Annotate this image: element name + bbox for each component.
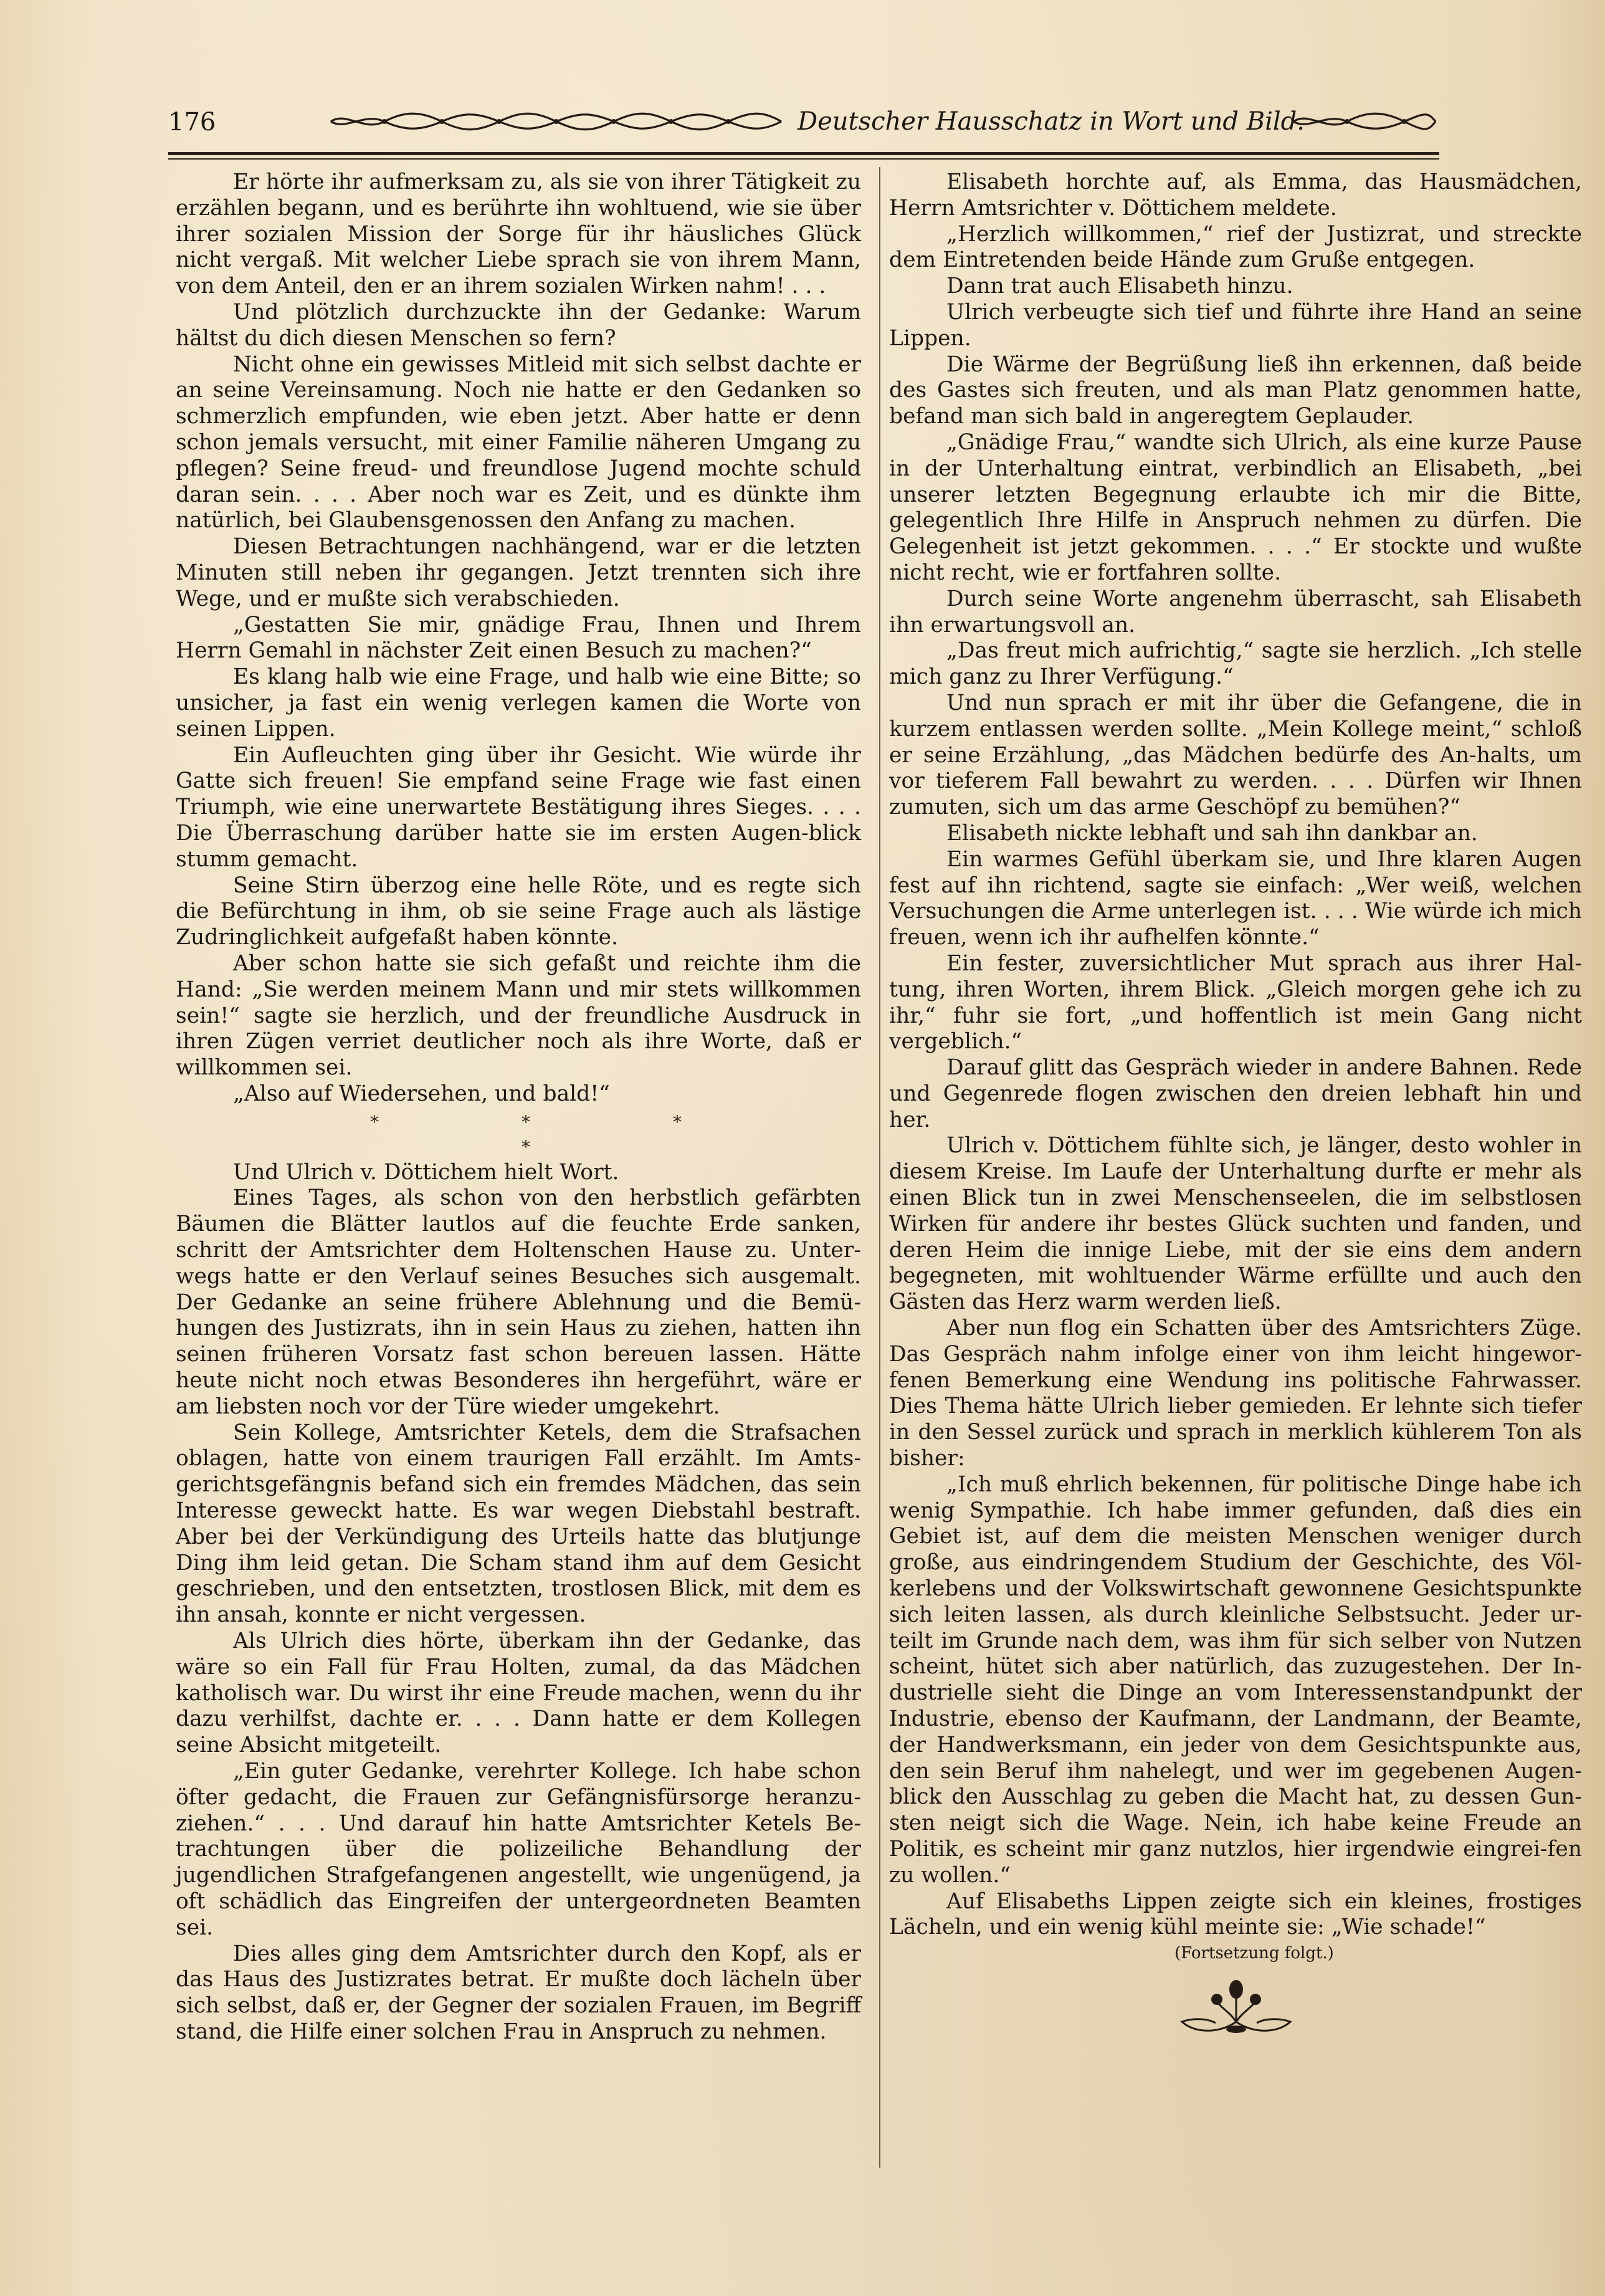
scrollwork-ornament-right [1290, 112, 1439, 131]
page-header [168, 100, 1439, 143]
paragraph: Elisabeth horchte auf, als Emma, das Hausmädchen, Herrn Amtsrichter v. Döttichem meldete. [889, 170, 1582, 221]
paragraph: „Ich muß ehrlich bekennen, für politische Dinge habe ich wenig Sympathie. Ich habe immer gefunden, daß dies ein Gebiet ist, auf dem die meisten Menschen weniger durch große, aus eindringendem Studium der Geschichte, des Völ-kerlebens und der Volkswirtschaft gewonnene Gesichtspunkte sich leiten lassen, als durch kleinliche Selbstsucht. Jeder ur-teilt im Grunde nach dem, was ihm für sich selber von Nutzen scheint, hütet sich aber natürlich, das zuzugestehen. Der In-dustrielle sieht die Dinge an vom Interessenstandpunkt der Industrie, ebenso der Kaufmann, der Landmann, der Beamte, der Handwerksmann, ein jeder von dem Gesichtspunkte aus, den sein Beruf ihm nahelegt, und wer im gegebenen Augen-blick den Ausschlag zu geben die Macht hat, zu dessen Gun-sten neigt sich die Wage. Nein, ich habe keine Freude an Politik, es scheint mir ganz nutzlos, hier irgendwie eingrei-fen zu wollen.“ [889, 1471, 1582, 1888]
paragraph: Und nun sprach er mit ihr über die Gefangene, die in kurzem entlassen werden sollte. „Mein Kollege meint,“ schloß er seine Erzählung, „das Mädchen bedürfe des An-halts, um vor tieferem Fall bewahrt zu werden. . . . Dürfen wir Ihnen zumuten, sich um das arme Geschöpf zu bemühen?“ [889, 690, 1582, 820]
paragraph: Diesen Betrachtungen nachhängend, war er die letzten Minuten still neben ihr gegangen. Jetzt trennten sich ihre Wege, und er mußte sich verabschieden. [176, 534, 861, 611]
running-title: Deutscher Hausschatz in Wort und Bild. [798, 107, 1305, 136]
paragraph: Sein Kollege, Amtsrichter Ketels, dem die Strafsachen oblagen, hatte von einem traurigen Fall erzählt. Im Amts-gerichtsgefängnis befand sich ein fremdes Mädchen, das sein Interesse geweckt hatte. Es war wegen Diebstahl bestraft. Aber bei der Verkündigung des Urteils hatte das blutjunge Ding ihm leid getan. Die Scham stand ihm auf dem Gesicht geschrieben, und den entsetzten, trostlosen Blick, mit dem es ihn ansah, konnte er nicht vergessen. [176, 1420, 861, 1628]
right-column [889, 170, 1582, 2046]
section-break-star: * [370, 1111, 379, 1132]
paragraph: Er hörte ihr aufmerksam zu, als sie von ihrer Tätigkeit zu erzählen begann, und es berührte ihn wohltuend, wie sie über ihrer sozialen Mission der Sorge für ihr häusliches Glück nicht vergaß. Mit welcher Liebe sprach sie von ihrem Mann, von dem Anteil, den er an ihrem sozialen Wirken nahm! . . . [176, 170, 861, 299]
continuation-note: (Fortsetzung folgt.) [1174, 1944, 1334, 1963]
paragraph: Durch seine Worte angenehm überrascht, sah Elisabeth ihn erwartungsvoll an. [889, 586, 1582, 638]
paragraph: „Gestatten Sie mir, gnädige Frau, Ihnen und Ihrem Herrn Gemahl in nächster Zeit einen Besuch zu machen?“ [176, 612, 861, 664]
paragraph: „Das freut mich aufrichtig,“ sagte sie herzlich. „Ich stelle mich ganz zu Ihrer Verfügung.“ [889, 638, 1582, 690]
paragraph: Und plötzlich durchzuckte ihn der Gedanke: Warum hältst du dich diesen Menschen so fern? [176, 299, 861, 351]
paragraph: Ulrich v. Döttichem fühlte sich, je länger, desto wohler in diesem Kreise. Im Laufe der Unterhaltung durfte er mehr als einen Blick tun in zwei Menschenseelen, die im selbstlosen Wirken für andere ihr bestes Glück suchten und fanden, und deren Heim die innige Liebe, mit der sie eins dem andern begegneten, mit wohltuender Wärme erfüllte und auch den Gästen das Herz warm werden ließ. [889, 1133, 1582, 1315]
left-column [176, 170, 861, 2045]
paragraph: „Herzlich willkommen,“ rief der Justizrat, und streckte dem Eintretenden beide Hände zum Gruße entgegen. [889, 221, 1582, 273]
paragraph: Eines Tages, als schon von den herbstlich gefärbten Bäumen die Blätter lautlos auf die feuchte Erde sanken, schritt der Amtsrichter dem Holtenschen Hause zu. Unter-wegs hatte er den Verlauf seines Besuches sich ausgemalt. Der Gedanke an seine frühere Ablehnung und die Bemü-hungen des Justizrats, ihn in sein Haus zu ziehen, hatten ihn seinen früheren Vorsatz fast schon bereuen lassen. Hätte heute nicht noch etwas Besonderes ihn hergeführt, wäre er am liebsten noch vor der Türe wieder umgekehrt. [176, 1185, 861, 1419]
paragraph: Dies alles ging dem Amtsrichter durch den Kopf, als er das Haus des Justizrates betrat. Er mußte doch lächeln über sich selbst, daß er, der Gegner der sozialen Frauen, im Begriff stand, die Hilfe einer solchen Frau in Anspruch zu nehmen. [176, 1941, 861, 2044]
paragraph: Als Ulrich dies hörte, überkam ihn der Gedanke, das wäre so ein Fall für Frau Holten, zumal, da das Mädchen katholisch war. Du wirst ihr eine Freude machen, wenn du ihr dazu verhilfst, dachte er. . . . Dann hatte er dem Kollegen seine Absicht mitgeteilt. [176, 1629, 861, 1758]
paragraph: Ein warmes Gefühl überkam sie, und Ihre klaren Augen fest auf ihn richtend, sagte sie einfach: „Wer weiß, welchen Versuchungen die Arme unterlegen ist. . . . Wie würde ich mich freuen, wenn ich ihr aufhelfen könnte.“ [889, 846, 1582, 950]
header-rule-thin [168, 158, 1439, 160]
section-break-star: * [673, 1111, 682, 1132]
paragraph: Ulrich verbeugte sich tief und führte ihre Hand an seine Lippen. [889, 299, 1582, 351]
paragraph: Darauf glitt das Gespräch wieder in andere Bahnen. Rede und Gegenrede flogen zwischen den dreien lebhaft hin und her. [889, 1055, 1582, 1132]
paragraph: Auf Elisabeths Lippen zeigte sich ein kleines, frostiges Lächeln, und ein wenig kühl meinte sie: „Wie schade!“ [889, 1888, 1582, 1940]
paragraph: Die Wärme der Begrüßung ließ ihn erkennen, daß beide des Gastes sich freuten, und als man Platz genommen hatte, befand man sich bald in angeregtem Geplauder. [889, 352, 1582, 429]
paragraph: Und Ulrich v. Döttichem hielt Wort. [233, 1159, 619, 1185]
paragraph: Nicht ohne ein gewisses Mitleid mit sich selbst dachte er an seine Vereinsamung. Noch nie hatte er den Gedanken so schmerzlich empfunden, wie eben jetzt. Aber hatte er denn schon jemals versucht, mit einer Familie näheren Umgang zu pflegen? Seine freud- und freundlose Jugend mochte schuld daran sein. . . . Aber noch war es Zeit, und es dünkte ihm natürlich, bei Glaubensgenossen den Anfang zu machen. [176, 352, 861, 533]
paragraph: Ein Aufleuchten ging über ihr Gesicht. Wie würde ihr Gatte sich freuen! Sie empfand seine Frage wie fast einen Triumph, wie eine unerwartete Bestätigung ihres Sieges. . . . Die Überraschung darüber hatte sie im ersten Augen-blick stumm gemacht. [176, 742, 861, 872]
section-break-star: * [522, 1136, 530, 1157]
section-break [176, 1107, 861, 1160]
paragraph: Elisabeth nickte lebhaft und sah ihn dankbar an. [946, 820, 1478, 846]
paragraph: „Also auf Wiedersehen, und bald!“ [233, 1081, 610, 1106]
column-divider [879, 167, 880, 2168]
paragraph: Es klang halb wie eine Frage, und halb wie eine Bitte; so unsicher, ja fast ein wenig verlegen kamen die Worte von seinen Lippen. [176, 664, 861, 742]
header-rule [168, 152, 1439, 155]
paragraph: Seine Stirn überzog eine helle Röte, und es regte sich die Befürchtung in ihm, ob sie seine Frage auch als lästige Zudringlichkeit aufgefaßt haben könnte. [176, 873, 861, 950]
scrollwork-ornament-left [327, 112, 785, 131]
paragraph: Ein fester, zuversichtlicher Mut sprach aus ihrer Hal-tung, ihren Worten, ihrem Blick. „Gleich morgen gehe ich zu ihr,“ fuhr sie fort, „und hoffentlich ist mein Gang nicht vergeblich.“ [889, 950, 1582, 1055]
page-number: 176 [168, 108, 216, 136]
paragraph: Aber schon hatte sie sich gefaßt und reichte ihm die Hand: „Sie werden meinem Mann und mir stets willkommen sein!“ sagte sie herzlich, und der freundliche Ausdruck in ihren Zügen verriet deutlicher noch als ihre Worte, daß er willkommen sei. [176, 950, 861, 1081]
floral-ornament-icon [1177, 1977, 1295, 2039]
paragraph: Aber nun flog ein Schatten über des Amtsrichters Züge. Das Gespräch nahm infolge einer von ihm leicht hingewor-fenen Bemerkung eine Wendung ins politische Fahrwasser. Dies Thema hätte Ulrich lieber gemieden. Er lehnte sich tiefer in den Sessel zurück und sprach in merklich kühlerem Ton als bisher: [889, 1316, 1582, 1471]
paragraph: „Gnädige Frau,“ wandte sich Ulrich, als eine kurze Pause in der Unterhaltung eintrat, verbindlich an Elisabeth, „bei unserer letzten Begegnung erlaubte ich mir die Bitte, gelegentlich Ihre Hilfe in Anspruch nehmen zu dürfen. Die Gelegenheit ist jetzt gekommen. . . .“ Er stockte und wußte nicht recht, wie er fortfahren sollte. [889, 429, 1582, 585]
paragraph: Dann trat auch Elisabeth hinzu. [946, 274, 1293, 299]
paragraph: „Ein guter Gedanke, verehrter Kollege. Ich habe schon öfter gedacht, die Frauen zur Gefängnisfürsorge heranzu-ziehen.“ . . . Und darauf hin hatte Amtsrichter Ketels Be-trachtungen über die polizeiliche Behandlung der jugendlichen Strafgefangenen angestellt, wie ungenügend, ja oft schädlich das Eingreifen der untergeordneten Beamten sei. [176, 1759, 861, 1940]
section-break-star: * [522, 1111, 530, 1132]
